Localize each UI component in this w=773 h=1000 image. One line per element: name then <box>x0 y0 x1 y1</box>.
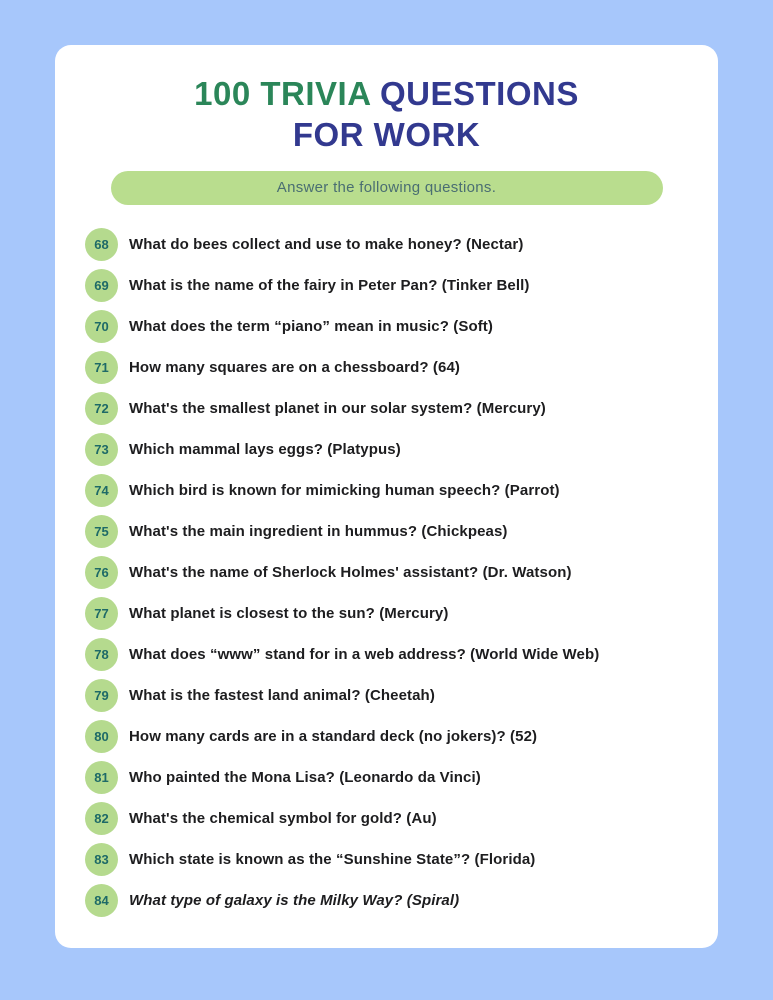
question-row <box>85 593 718 634</box>
question-text: What's the main ingredient in hummus? (Chickpeas) <box>129 522 508 540</box>
question-number-badge <box>85 433 118 466</box>
question-row <box>85 839 718 880</box>
question-number: 71 <box>94 359 109 375</box>
title-part-green: 100 TRIVIA <box>194 75 371 112</box>
question-text: What's the chemical symbol for gold? (Au) <box>129 809 437 827</box>
title-part-navy: QUESTIONS <box>379 75 579 112</box>
question-number: 72 <box>94 400 109 416</box>
question-text: What does the term “piano” mean in music? (Soft) <box>129 317 493 335</box>
question-number-badge <box>85 474 118 507</box>
page-title <box>55 73 718 156</box>
question-row <box>85 224 718 265</box>
question-row <box>85 880 718 921</box>
question-number-badge <box>85 638 118 671</box>
question-number: 75 <box>94 523 109 539</box>
question-number-badge <box>85 884 118 917</box>
question-number: 80 <box>94 728 109 744</box>
question-row <box>85 429 718 470</box>
question-text: What does “www” stand for in a web address? (World Wide Web) <box>129 645 600 663</box>
instruction-banner <box>111 171 663 205</box>
question-row <box>85 265 718 306</box>
question-number: 83 <box>94 851 109 867</box>
question-text: What type of galaxy is the Milky Way? (Spiral) <box>129 891 460 909</box>
question-text: Who painted the Mona Lisa? (Leonardo da Vinci) <box>129 768 481 786</box>
instruction-text: Answer the following questions. <box>276 179 497 196</box>
question-number-badge <box>85 556 118 589</box>
question-text: Which state is known as the “Sunshine State”? (Florida) <box>129 850 536 868</box>
question-number-badge <box>85 802 118 835</box>
question-number: 81 <box>94 769 109 785</box>
question-number: 84 <box>94 892 109 908</box>
question-row <box>85 347 718 388</box>
question-row <box>85 798 718 839</box>
question-number: 68 <box>94 236 109 252</box>
question-number: 82 <box>94 810 109 826</box>
question-row <box>85 470 718 511</box>
question-number-badge <box>85 597 118 630</box>
question-row <box>85 552 718 593</box>
question-text: How many cards are in a standard deck (no jokers)? (52) <box>129 727 538 745</box>
question-number-badge <box>85 228 118 261</box>
question-number-badge <box>85 351 118 384</box>
question-text: What planet is closest to the sun? (Mercury) <box>129 604 449 622</box>
question-text: Which mammal lays eggs? (Platypus) <box>129 440 401 458</box>
question-number-badge <box>85 269 118 302</box>
question-text: How many squares are on a chessboard? (64) <box>129 358 460 376</box>
question-number: 78 <box>94 646 109 662</box>
question-number-badge <box>85 515 118 548</box>
question-row <box>85 388 718 429</box>
question-number-badge <box>85 720 118 753</box>
question-text: What is the name of the fairy in Peter Pan? (Tinker Bell) <box>129 276 530 294</box>
question-text: What's the name of Sherlock Holmes' assistant? (Dr. Watson) <box>129 563 572 581</box>
question-number-badge <box>85 843 118 876</box>
question-text: What's the smallest planet in our solar system? (Mercury) <box>129 399 546 417</box>
question-row <box>85 716 718 757</box>
question-row <box>85 511 718 552</box>
question-list <box>55 224 718 921</box>
question-number: 70 <box>94 318 109 334</box>
question-number-badge <box>85 310 118 343</box>
question-row <box>85 634 718 675</box>
question-number: 76 <box>94 564 109 580</box>
question-row <box>85 757 718 798</box>
question-number: 69 <box>94 277 109 293</box>
title-line2: FOR WORK <box>292 116 481 154</box>
question-text: What do bees collect and use to make honey? (Nectar) <box>129 235 524 253</box>
question-number-badge <box>85 392 118 425</box>
question-number-badge <box>85 679 118 712</box>
question-number: 79 <box>94 687 109 703</box>
question-row <box>85 675 718 716</box>
question-text: Which bird is known for mimicking human speech? (Parrot) <box>129 481 560 499</box>
question-number: 73 <box>94 441 109 457</box>
question-number-badge <box>85 761 118 794</box>
question-text: What is the fastest land animal? (Cheetah) <box>129 686 435 704</box>
content-card <box>55 45 718 948</box>
question-number: 77 <box>94 605 109 621</box>
question-number: 74 <box>94 482 109 498</box>
question-row <box>85 306 718 347</box>
